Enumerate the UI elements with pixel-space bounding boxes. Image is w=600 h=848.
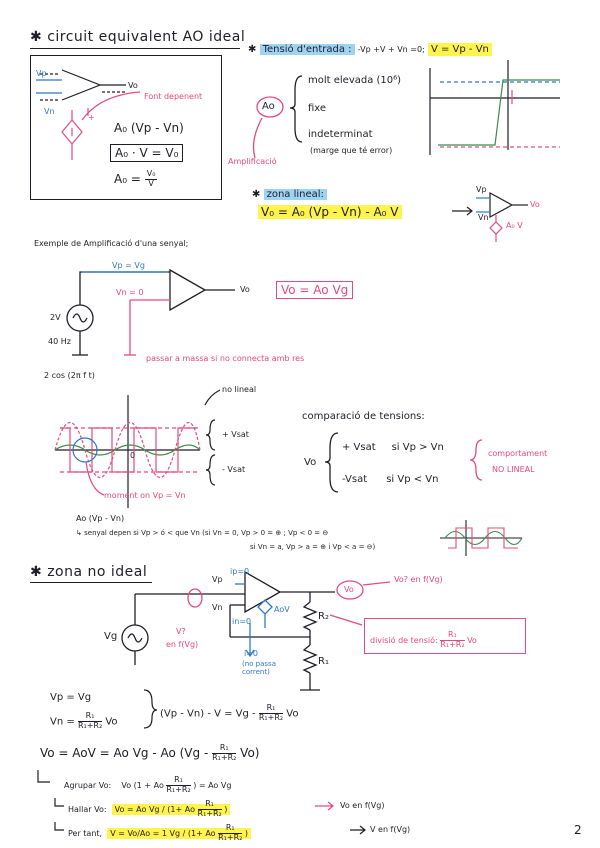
divisio-text: divisió de tensió: $\frac{\text{R₁}}{\text{R₁+R₂}}$ Vo xyxy=(370,630,477,649)
section-no-ideal-title: ✱ zona no ideal xyxy=(30,564,148,580)
section-ideal-title: ✱ circuit equivalent AO ideal xyxy=(30,29,246,45)
example-vo: Vo xyxy=(240,285,250,294)
eq-vn: Vn = $\frac{\text{R₁}}{\text{R₁+R₂}}$ Vo xyxy=(50,711,118,730)
result-vo-aovg: Vo = Ao Vg xyxy=(276,281,353,299)
massa-note: passar a massa si no connecta amb res xyxy=(146,354,305,363)
small-aov: A₀ V xyxy=(506,221,523,230)
eq-ao-ratio: A₀ = $\frac{\text{V₀}}{V}$ xyxy=(114,169,156,188)
asterisk-icon: ✱ xyxy=(30,564,43,580)
vsat-neg-label: - Vsat xyxy=(222,465,246,474)
eq-agrupar: Agrupar Vo: Vo (1 + Ao $\frac{\text{R₁}}{\text{R₁+R₂}}$ ) = Ao Vg xyxy=(64,775,232,794)
vp-eq-vg: Vp = Vg xyxy=(112,261,145,270)
ao-expr: Ao (Vp - Vn) xyxy=(76,514,125,523)
vo-question: Vo? en f(Vg) xyxy=(394,575,443,584)
no-lineal-label: no lineal xyxy=(222,385,257,394)
zero-label: 0 xyxy=(130,451,136,460)
v-en-f: en f(Vg) xyxy=(166,640,199,649)
eq-pertant: Per tant, V = Vo/Ao = 1 Vg / (1+ Ao $\frac{\text{R₁}}{\text{R₁+R₂}}$ ) xyxy=(68,824,251,843)
example-circuit xyxy=(67,270,235,355)
comportament-label: comportament xyxy=(488,449,548,458)
mini-wave xyxy=(440,520,522,556)
ni-vo: Vo xyxy=(344,585,354,594)
ao-option-indeterminat: indeterminat xyxy=(308,129,373,140)
ni-vp: Vp xyxy=(212,575,223,584)
row-vsat-pos: + Vsat si Vp > Vn xyxy=(342,442,444,453)
vsat-pos-label: + Vsat xyxy=(222,430,249,439)
asterisk-icon: ✱ xyxy=(30,29,43,45)
ao-option-elevada: molt elevada (10⁶) xyxy=(308,75,402,86)
vo-label: Vo xyxy=(128,81,138,90)
senyal-note-2: si Vn = a, Vp > a = ⊕ i Vp < a = ⊖) xyxy=(250,543,376,551)
comparacio-vo: Vo xyxy=(304,457,317,468)
r1-label: R₁ xyxy=(318,656,329,667)
moment-label: moment on Vp = Vn xyxy=(104,491,186,500)
in-label: in=0 xyxy=(232,617,252,626)
no-lineal-caps: NO LINEAL xyxy=(492,465,535,474)
arrow-icon: ↳ xyxy=(76,529,82,537)
vn-label: Vn xyxy=(44,107,55,116)
plus-sign: + xyxy=(88,113,95,122)
row-vsat-neg: -Vsat si Vp < Vn xyxy=(342,474,439,485)
ip-label: ip=0 xyxy=(230,567,250,576)
eq-line1: Vo = AoV = Ao Vg - Ao (Vg - $\frac{\text{R₁}}{\text{R₁+R₂}}$ Vo) xyxy=(40,743,260,762)
asterisk-icon: ✱ xyxy=(252,189,261,200)
source-frequency: 40 Hz xyxy=(48,337,71,346)
ao-option-note: (marge que té error) xyxy=(310,146,393,155)
zona-lineal-eq: V₀ = A₀ (Vp - Vn) - A₀ V xyxy=(258,205,402,219)
signal-expr: 2 cos (2π f t) xyxy=(44,371,95,380)
zona-lineal-heading: ✱ zona lineal: xyxy=(252,190,327,200)
i-zero: i=0 xyxy=(244,649,259,658)
pertant-result: V en f(Vg) xyxy=(370,825,411,834)
page-number: 2 xyxy=(574,823,582,837)
r2-label: R₂ xyxy=(318,611,329,622)
comparacio-title: comparació de tensions: xyxy=(302,411,425,422)
ni-vn: Vn xyxy=(212,603,223,612)
source-amplitude: 2V xyxy=(50,313,61,322)
hallar-result: Vo en f(Vg) xyxy=(340,801,385,810)
small-vp: Vp xyxy=(476,185,487,194)
aov-label: AoV xyxy=(274,605,290,614)
eq-hallar: Hallar Vo: Vo = Ao Vg / (1+ Ao $\frac{\text{R₁}}{\text{R₁+R₂}}$ ) xyxy=(68,800,230,819)
exemple-title: Exemple de Amplificació d'una senyal; xyxy=(34,239,189,248)
title-underline-2 xyxy=(30,582,152,583)
eq-ao-vp-vn: A₀ (Vp - Vn) xyxy=(114,121,184,135)
vp-label: Vp xyxy=(36,69,47,78)
v-question: V? xyxy=(176,627,186,636)
threshold-graph xyxy=(430,60,560,155)
eq-vp-vg: Vp = Vg xyxy=(50,692,92,703)
title-underline xyxy=(30,48,240,49)
ao-circled: Ao xyxy=(262,101,275,112)
eq-brace-result: (Vp - Vn) - V = Vg - $\frac{\text{R₁}}{\text{R₁+R₂}}$ Vo xyxy=(160,703,299,722)
vn-eq-0: Vn = 0 xyxy=(116,288,144,297)
small-vn: Vn xyxy=(478,213,489,222)
senyal-note: ↳ senyal depen si Vp > ó < que Vn (si Vn = 0, Vp > 0 = ⊕ ; Vp < 0 = ⊖ xyxy=(76,529,329,537)
amplificacio-label: Amplificació xyxy=(228,157,277,166)
ao-option-fixe: fixe xyxy=(308,103,327,114)
ao-bracket xyxy=(254,76,302,158)
asterisk-icon: ✱ xyxy=(248,44,257,55)
tensio-entrada-heading: ✱ Tensió d'entrada : -Vp +V + Vn =0; V = Vp - Vn xyxy=(248,45,492,55)
no-passa-corrent: (no passa corrent) xyxy=(242,660,276,677)
ni-vg: Vg xyxy=(104,631,118,642)
eq-aov-boxed: A₀ · V = V₀ xyxy=(110,144,183,162)
small-vo: Vo xyxy=(530,200,540,209)
font-depenent-label: Font depenent xyxy=(144,92,203,101)
